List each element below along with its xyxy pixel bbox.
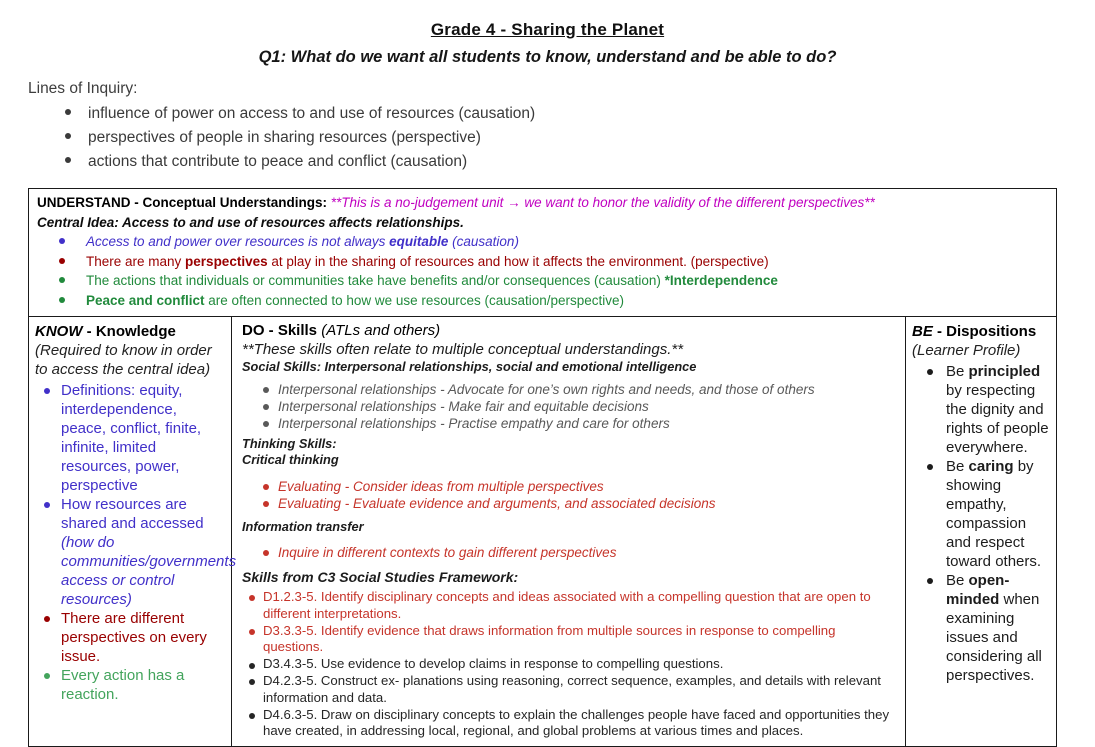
lines-of-inquiry-label: Lines of Inquiry: (28, 80, 138, 97)
list-item (263, 673, 895, 707)
text-run: DO - Skills (242, 322, 318, 339)
text-run: D3.4.3-5. Use evidence to develop claims in response to compelling questions. (263, 656, 724, 672)
text-run: Access to and power over resources is not always (86, 234, 390, 249)
critical-thinking-heading: Critical thinking (242, 452, 339, 467)
thinking-skills-heading: Thinking Skills: (242, 435, 337, 451)
text-run: - Dispositions (932, 323, 1037, 340)
list-item (278, 415, 895, 432)
list-item (278, 478, 895, 495)
text-run: UNDERSTAND - Conceptual Understandings: (37, 195, 331, 210)
text-run: equitable (389, 234, 449, 249)
list-item (263, 623, 895, 657)
text-run: Be (946, 458, 969, 475)
text-run: D1.2.3-5. Identify disciplinary concepts and ideas associated with a compelling question that are open to different interpretations. (263, 589, 871, 621)
lines-of-inquiry-section (28, 80, 1095, 174)
text-run: Peace and conflict (86, 292, 205, 308)
list-item (86, 291, 1048, 311)
text-run: influence of power on access to and use of resources (causation) (88, 105, 536, 122)
lines-of-inquiry-list (28, 102, 1095, 174)
text-run: perspectives of people in sharing resources (perspective) (88, 129, 481, 146)
text-run: when examining issues and considering all perspectives. (946, 591, 1042, 684)
be-subtitle: (Learner Profile) (912, 342, 1021, 359)
text-run: Evaluating - Consider ideas from multiple perspectives (278, 478, 604, 494)
text-run: KNOW (35, 323, 83, 340)
unit-planner-table (28, 188, 1057, 747)
c3-skills-list (242, 589, 895, 740)
be-bullet-list (912, 362, 1050, 685)
information-transfer-heading: Information transfer (242, 518, 364, 534)
list-item (278, 381, 895, 398)
text-run: (how do communities/governments access or control resources) (61, 534, 237, 608)
inquire-list (242, 544, 895, 561)
text-run: There are different perspectives on every issue. (61, 610, 207, 665)
text-run: How resources are shared and accessed (61, 496, 204, 532)
list-item (263, 656, 895, 673)
text-run: Definitions: equity, interdependence, peace, conflict, finite, infinite, limited resources, power, perspective (61, 382, 202, 494)
text-run: Be (946, 572, 969, 589)
list-item (86, 271, 1048, 291)
be-heading (912, 322, 1050, 341)
understand-bullet-list (37, 232, 1048, 310)
c3-framework-heading: Skills from C3 Social Studies Framework: (242, 569, 519, 585)
list-item (263, 589, 895, 623)
text-run: Evaluating - Evaluate evidence and arguments, and associated decisions (278, 495, 716, 511)
text-run: Inquire in different contexts to gain different perspectives (278, 545, 617, 560)
text-run: *Interdependence (664, 273, 778, 288)
text-run: by showing empathy, compassion and respect toward others. (946, 458, 1042, 570)
list-item (88, 150, 1095, 174)
list-item (88, 102, 1095, 126)
text-run: (causation) (448, 234, 519, 249)
central-idea: Central Idea: Access to and use of resources affects relationships. (37, 214, 464, 230)
text-run: BE (912, 323, 933, 340)
list-item (61, 495, 237, 609)
do-note: **These skills often relate to multiple conceptual understandings.** (242, 341, 684, 358)
understand-heading (37, 193, 1048, 213)
text-run: are often connected to how we use resources (causation/perspective) (204, 292, 625, 308)
text-run: perspectives (185, 253, 268, 269)
text-run: **This is a no-judgement unit → we want to honor the validity of the different perspectives** (330, 195, 875, 210)
understand-cell (29, 189, 1057, 317)
list-item (278, 544, 895, 561)
text-run: The actions that individuals or communities take have benefits and/or consequences (causation) (86, 273, 665, 288)
social-skills-list (242, 381, 895, 432)
text-run: caring (968, 458, 1014, 475)
text-run: open-minded (946, 572, 1010, 608)
text-run: D4.2.3-5. Construct ex- planations using reasoning, correct sequence, examples, and details with relevant information and data. (263, 672, 881, 705)
know-cell (29, 317, 237, 747)
evaluating-list (242, 478, 895, 512)
social-skills-heading: Social Skills: Interpersonal relationships, social and emotional intelligence (242, 359, 697, 374)
list-item (946, 362, 1050, 457)
list-item (86, 232, 1048, 252)
text-run: Interpersonal relationships - Practise empathy and care for others (278, 415, 670, 431)
text-run: principled (968, 363, 1041, 380)
text-run: Every action has a reaction. (61, 667, 185, 703)
text-run: Interpersonal relationships - Make fair and equitable decisions (278, 398, 649, 414)
list-item (61, 609, 225, 666)
text-run: There are many (86, 253, 186, 269)
list-item (278, 398, 895, 415)
do-heading (242, 321, 895, 340)
text-run: actions that contribute to peace and conflict (causation) (88, 153, 468, 170)
list-item (263, 707, 895, 741)
text-run: Interpersonal relationships - Advocate for one’s own rights and needs, and those of others (278, 381, 815, 397)
list-item (88, 126, 1095, 150)
text-run: D4.6.3-5. Draw on disciplinary concepts to explain the challenges people have faced and opportunities they have created, in addressing local, regional, and global problems at various times and places. (263, 706, 890, 739)
list-item (946, 571, 1050, 685)
know-heading (35, 322, 225, 341)
text-run: at play in the sharing of resources and how it affects the environment. (perspective) (267, 253, 769, 269)
text-run: Be (946, 363, 969, 380)
page-title: Grade 4 - Sharing the Planet (430, 20, 665, 39)
text-run: D3.3.3-5. Identify evidence that draws information from multiple sources in response to compelling questions. (263, 622, 836, 655)
list-item (278, 495, 895, 512)
know-subtitle: (Required to know in order to access the central idea) (35, 342, 212, 378)
know-bullet-list (35, 381, 237, 704)
be-cell (906, 317, 1057, 747)
do-cell (232, 317, 906, 747)
page-question: Q1: What do we want all students to know, understand and be able to do? (258, 48, 837, 66)
text-run: (ATLs and others) (317, 322, 441, 339)
text-run: by respecting the dignity and rights of people everywhere. (946, 382, 1049, 456)
list-item (61, 666, 225, 704)
list-item (86, 252, 1048, 272)
list-item (61, 381, 225, 495)
list-item (946, 457, 1050, 571)
text-run: - Knowledge (82, 323, 176, 340)
